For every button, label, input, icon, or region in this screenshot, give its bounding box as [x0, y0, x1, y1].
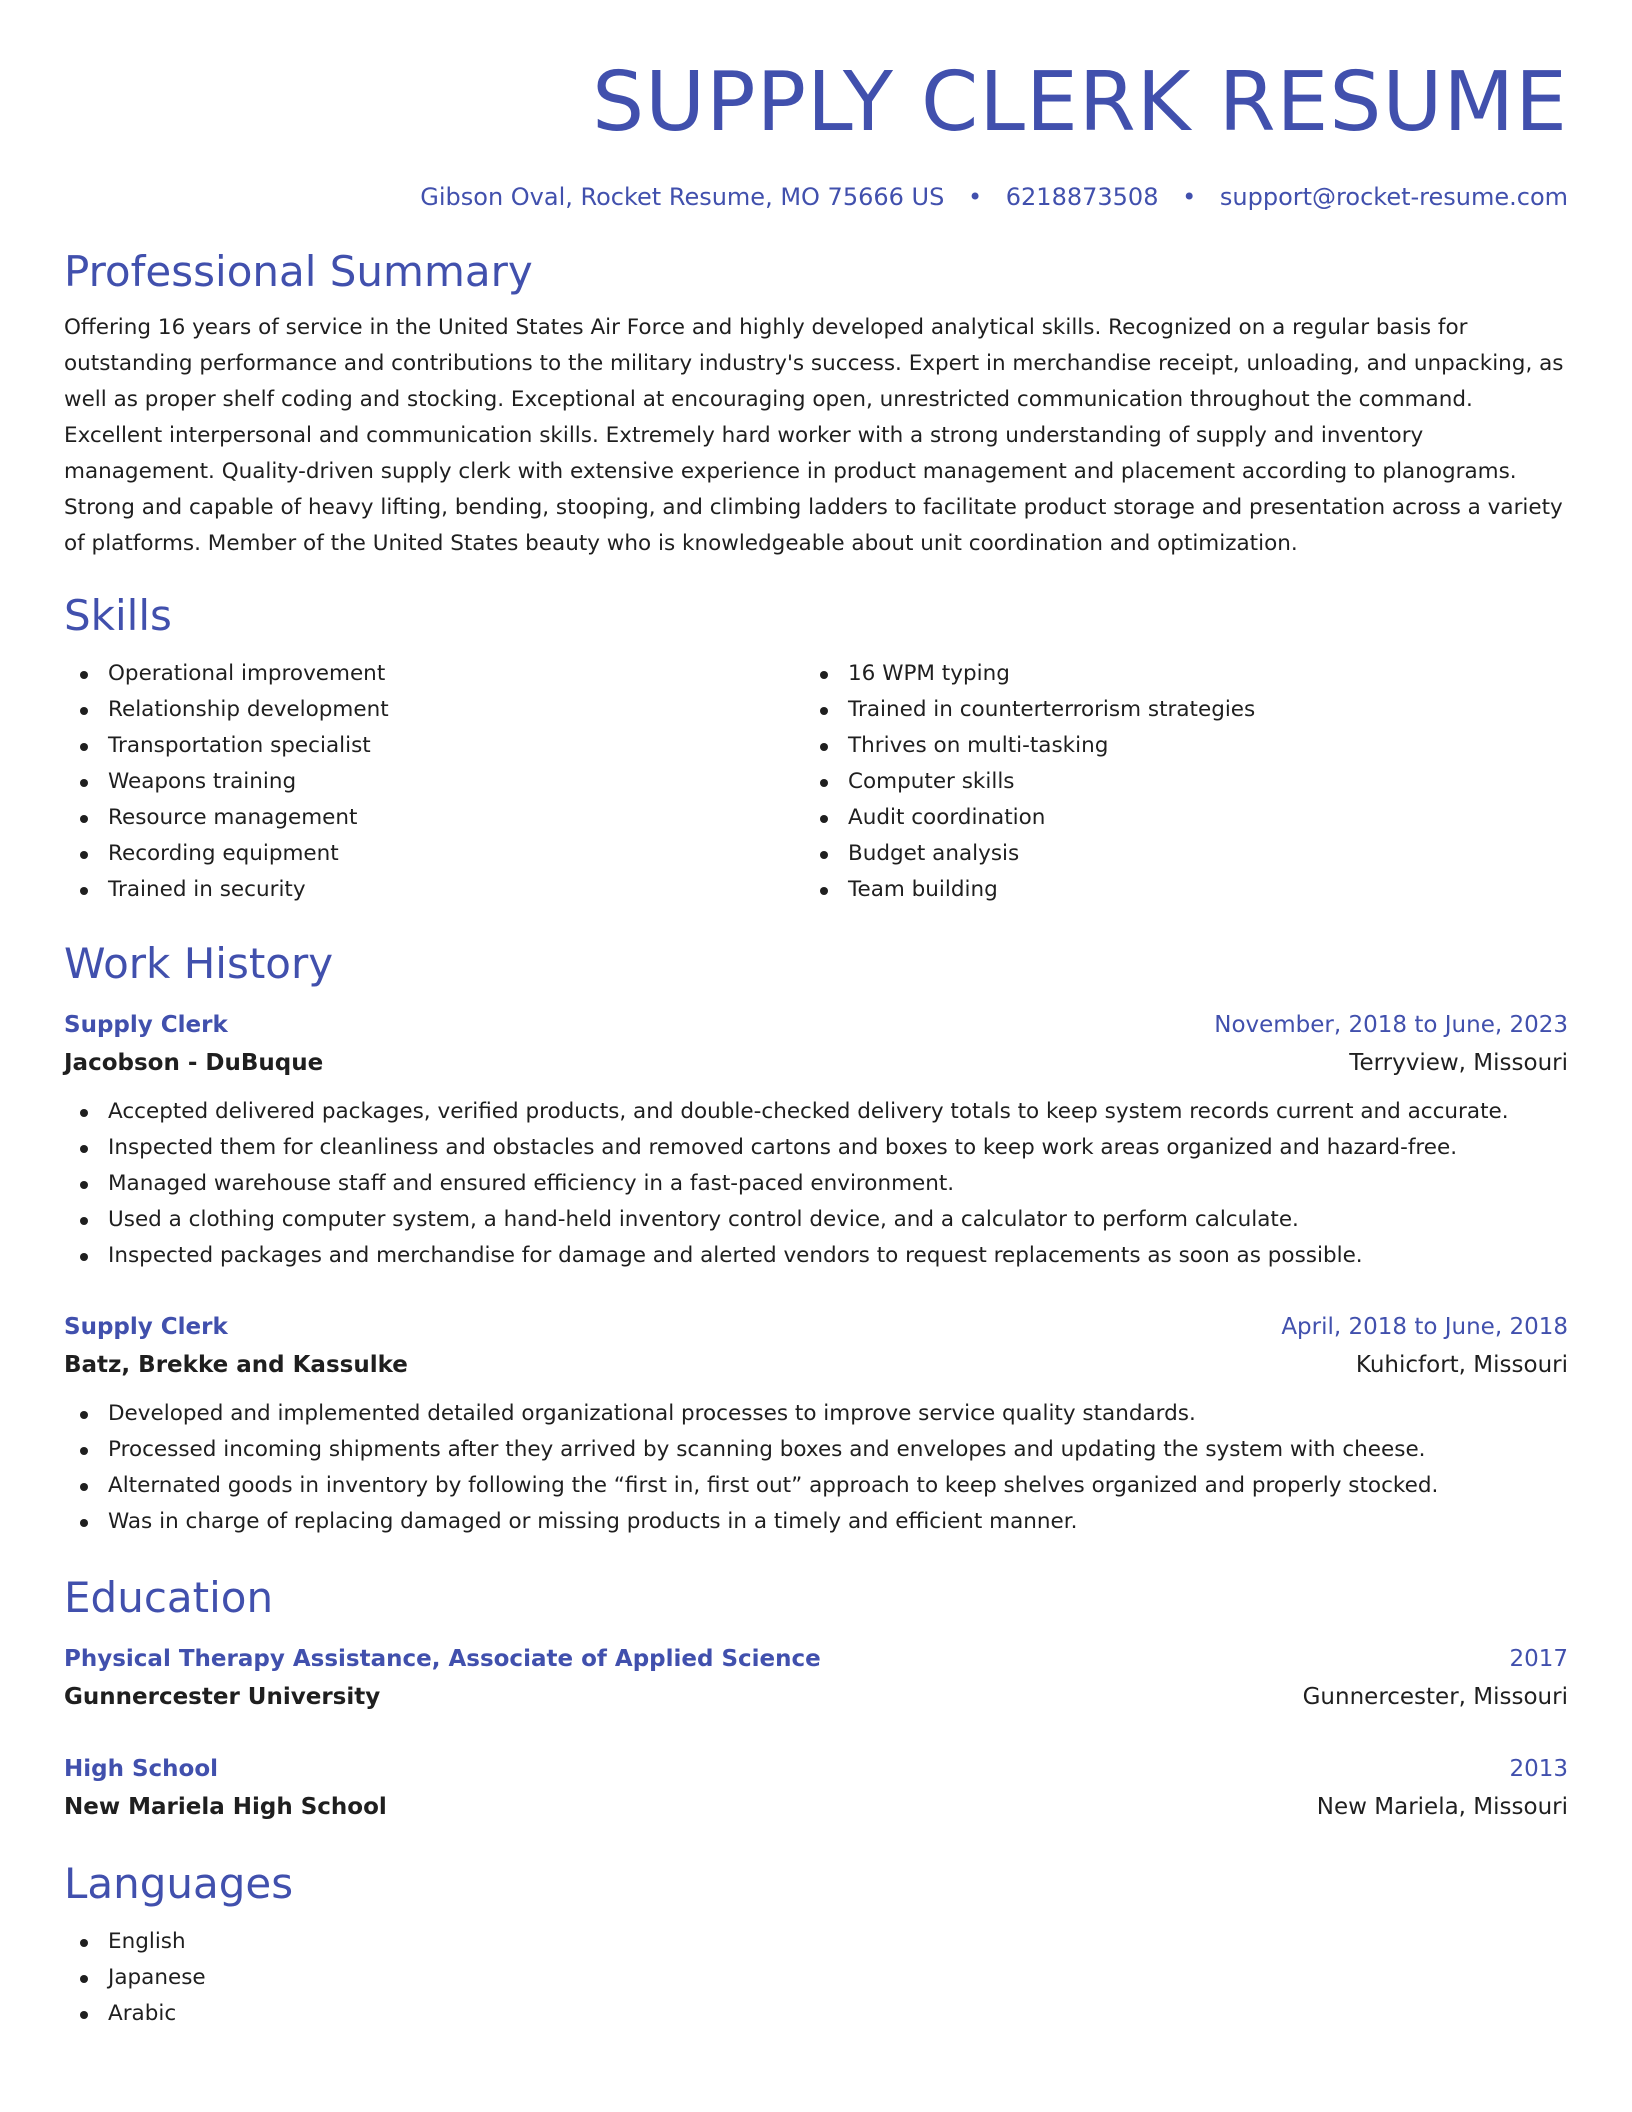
job-duty: Accepted delivered packages, verified products, and double-checked delivery totals to keep system records current and accurate.: [64, 1094, 1568, 1130]
job-title: Supply Clerk: [64, 1314, 228, 1340]
education-school-row: [64, 1788, 1568, 1826]
work-history-section: [64, 936, 1568, 1540]
skill-item: Weapons training: [64, 764, 804, 800]
skill-item: Trained in counterterrorism strategies: [804, 692, 1544, 728]
skills-section: [64, 588, 1568, 908]
skills-list-left: [64, 656, 804, 908]
job-duties-list: [64, 1396, 1568, 1540]
languages-list: [64, 1924, 1568, 2032]
job-duty: Alternated goods in inventory by following the “first in, first out” approach to keep shelves organized and properly stocked.: [64, 1468, 1568, 1504]
job-duty: Managed warehouse staff and ensured efficiency in a fast-paced environment.: [64, 1166, 1568, 1202]
education-location: Gunnercester, Missouri: [1302, 1684, 1568, 1710]
education-year: 2013: [1509, 1756, 1568, 1782]
language-item: Japanese: [64, 1960, 1568, 1996]
job-dates: April, 2018 to June, 2018: [1281, 1314, 1568, 1340]
section-heading-work: Work History: [64, 939, 334, 988]
skill-item: Recording equipment: [64, 836, 804, 872]
skills-grid: [64, 656, 1568, 908]
skill-item: Thrives on multi-tasking: [804, 728, 1544, 764]
section-heading-skills: Skills: [64, 591, 172, 640]
skill-item: Computer skills: [804, 764, 1544, 800]
job-duty: Developed and implemented detailed organizational processes to improve service quality standards.: [64, 1396, 1568, 1432]
job-duty: Used a clothing computer system, a hand-held inventory control device, and a calculator to perform calculate.: [64, 1202, 1568, 1238]
education-entry: [64, 1640, 1568, 1716]
professional-summary-section: [64, 244, 1568, 562]
job-title: Supply Clerk: [64, 1012, 228, 1038]
job-company-row: [64, 1346, 1568, 1384]
education-school: Gunnercester University: [64, 1684, 381, 1710]
education-year: 2017: [1509, 1646, 1568, 1672]
job-duty: Inspected packages and merchandise for damage and alerted vendors to request replacements as soon as possible.: [64, 1238, 1568, 1274]
job-duty: Was in charge of replacing damaged or missing products in a timely and efficient manner.: [64, 1504, 1568, 1540]
education-section: [64, 1570, 1568, 1826]
skill-item: Resource management: [64, 800, 804, 836]
job-company-row: [64, 1044, 1568, 1082]
job-dates: November, 2018 to June, 2023: [1214, 1012, 1568, 1038]
skill-item: Audit coordination: [804, 800, 1544, 836]
job-location: Terryview, Missouri: [1349, 1050, 1568, 1076]
contact-line: [64, 180, 1568, 214]
skill-item: Transportation specialist: [64, 728, 804, 764]
education-degree: High School: [64, 1756, 219, 1782]
job-company: Batz, Brekke and Kassulke: [64, 1352, 408, 1378]
job-title-row: [64, 1006, 1568, 1044]
section-heading-summary: Professional Summary: [64, 247, 533, 296]
job-title-row: [64, 1308, 1568, 1346]
skill-item: Operational improvement: [64, 656, 804, 692]
job-duty: Processed incoming shipments after they arrived by scanning boxes and envelopes and updating the system with cheese.: [64, 1432, 1568, 1468]
job-company: Jacobson - DuBuque: [64, 1050, 324, 1076]
contact-separator: •: [967, 183, 983, 211]
education-school: New Mariela High School: [64, 1794, 387, 1820]
skill-item: Trained in security: [64, 872, 804, 908]
education-degree-row: [64, 1750, 1568, 1788]
skill-item: Relationship development: [64, 692, 804, 728]
skill-item: Team building: [804, 872, 1544, 908]
languages-section: [64, 1856, 1568, 2032]
language-item: Arabic: [64, 1996, 1568, 2032]
contact-separator: •: [1182, 183, 1197, 211]
summary-text: Offering 16 years of service in the United States Air Force and highly developed analytical skills. Recognized on a regular basis for outstanding performance and contributions to the military industry's success. Expert in merchandise receipt, unloading, and unpacking, as well as proper shelf coding and stocking. Exceptional at encouraging open, unrestricted communication throughout the command. Excellent interpersonal and communication skills. Extremely hard worker with a strong understanding of supply and inventory management. Quality-driven supply clerk with extensive experience in product management and placement according to planograms. Strong and capable of heavy lifting, bending, stooping, and climbing ladders to facilitate product storage and presentation across a variety of platforms. Member of the United States beauty who is knowledgeable about unit coordination and optimization.: [64, 315, 1564, 556]
skill-item: 16 WPM typing: [804, 656, 1544, 692]
education-degree: Physical Therapy Assistance, Associate of Applied Science: [64, 1646, 821, 1672]
section-heading-languages: Languages: [64, 1859, 294, 1908]
job-entry: [64, 1308, 1568, 1540]
skill-item: Budget analysis: [804, 836, 1544, 872]
education-location: New Mariela, Missouri: [1316, 1794, 1568, 1820]
skills-list-right: [804, 656, 1544, 908]
job-entry: [64, 1006, 1568, 1274]
resume-title: SUPPLY CLERK RESUME: [592, 55, 1568, 150]
education-degree-row: [64, 1640, 1568, 1678]
job-duty: Inspected them for cleanliness and obstacles and removed cartons and boxes to keep work areas organized and hazard-free.: [64, 1130, 1568, 1166]
contact-email[interactable]: support@rocket-resume.com: [1219, 183, 1568, 211]
language-item: English: [64, 1924, 1568, 1960]
section-heading-education: Education: [64, 1573, 274, 1622]
contact-phone: 6218873508: [1005, 183, 1159, 211]
job-location: Kuhicfort, Missouri: [1355, 1352, 1568, 1378]
education-school-row: [64, 1678, 1568, 1716]
resume-header: [64, 0, 1568, 214]
contact-address: Gibson Oval, Rocket Resume, MO 75666 US: [420, 183, 945, 211]
job-duties-list: [64, 1094, 1568, 1274]
education-entry: [64, 1750, 1568, 1826]
